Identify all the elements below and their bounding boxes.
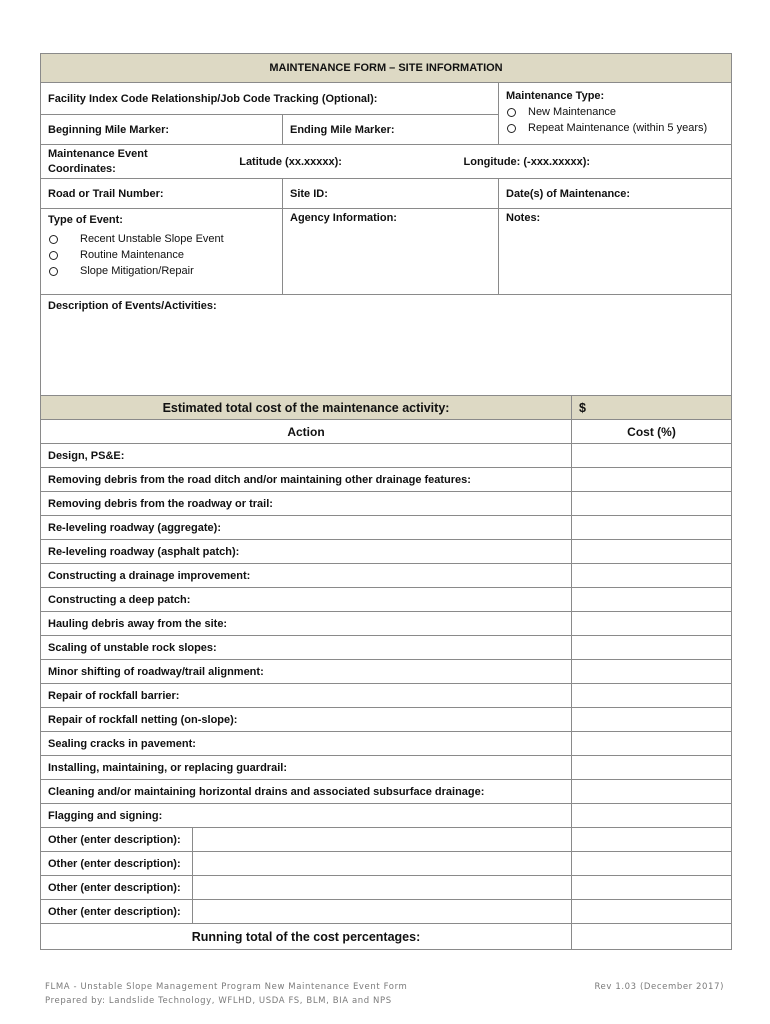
action-label: Re-leveling roadway (asphalt patch): (41, 540, 572, 564)
coordinates-label: Maintenance Event Coordinates: (48, 147, 148, 175)
action-label: Scaling of unstable rock slopes: (41, 636, 572, 660)
type-of-event-label: Type of Event: (48, 214, 123, 226)
radio-icon[interactable] (507, 124, 516, 133)
other-row-label: Other (enter description): (41, 876, 193, 900)
action-row (41, 588, 732, 612)
action-label: Hauling debris away from the site: (41, 612, 572, 636)
footer-left (45, 980, 407, 1008)
action-row (41, 444, 732, 468)
action-header: Action (41, 420, 572, 444)
cost-input[interactable] (572, 564, 732, 588)
action-row (41, 564, 732, 588)
cost-input[interactable] (572, 468, 732, 492)
event-option-mitigation[interactable]: Slope Mitigation/Repair (48, 265, 275, 277)
cost-input[interactable] (572, 540, 732, 564)
maintenance-form (40, 53, 732, 950)
cost-input[interactable] (572, 444, 732, 468)
site-id-field[interactable]: Site ID: (283, 179, 499, 209)
dates-of-maintenance-field[interactable]: Date(s) of Maintenance: (499, 179, 732, 209)
action-row (41, 756, 732, 780)
action-row (41, 540, 732, 564)
action-label: Repair of rockfall netting (on-slope): (41, 708, 572, 732)
action-row (41, 516, 732, 540)
action-row (41, 660, 732, 684)
coordinates-row (41, 145, 732, 179)
latitude-field[interactable]: Latitude (xx.xxxxx): (239, 155, 342, 168)
type-of-event-field (41, 209, 283, 295)
description-field[interactable]: Description of Events/Activities: (41, 295, 732, 396)
facility-index-field[interactable]: Facility Index Code Relationship/Job Code Tracking (Optional): (41, 83, 499, 115)
action-label: Installing, maintaining, or replacing guardrail: (41, 756, 572, 780)
cost-input[interactable] (572, 828, 732, 852)
footer-prepared-by: Prepared by: Landslide Technology, WFLHD, USDA FS, BLM, BIA and NPS (45, 996, 392, 1006)
cost-input[interactable] (572, 612, 732, 636)
action-label: Re-leveling roadway (aggregate): (41, 516, 572, 540)
event-option-recent[interactable]: Recent Unstable Slope Event (48, 233, 275, 245)
radio-icon[interactable] (49, 235, 58, 244)
other-row-label: Other (enter description): (41, 900, 193, 924)
radio-icon[interactable] (507, 108, 516, 117)
cost-input[interactable] (572, 876, 732, 900)
cost-input[interactable] (572, 708, 732, 732)
action-row (41, 732, 732, 756)
cost-header: Cost (%) (572, 420, 732, 444)
action-label: Sealing cracks in pavement: (41, 732, 572, 756)
action-row (41, 636, 732, 660)
maintenance-type-new-option[interactable]: New Maintenance (506, 106, 724, 118)
other-description-input[interactable] (193, 876, 572, 900)
notes-field[interactable]: Notes: (499, 209, 732, 295)
cost-input[interactable] (572, 588, 732, 612)
cost-input[interactable] (572, 780, 732, 804)
action-label: Flagging and signing: (41, 804, 572, 828)
action-label: Design, PS&E: (41, 444, 572, 468)
event-option-routine[interactable]: Routine Maintenance (48, 249, 275, 261)
action-row (41, 492, 732, 516)
estimated-cost-field[interactable]: $ (572, 396, 732, 420)
other-row-label: Other (enter description): (41, 828, 193, 852)
maintenance-type-label: Maintenance Type: (506, 90, 605, 102)
action-label: Constructing a deep patch: (41, 588, 572, 612)
action-label: Repair of rockfall barrier: (41, 684, 572, 708)
radio-icon[interactable] (49, 267, 58, 276)
maintenance-type-field (499, 83, 732, 145)
longitude-field[interactable]: Longitude: (-xxx.xxxxx): (463, 155, 591, 168)
maintenance-type-repeat-option[interactable]: Repeat Maintenance (within 5 years) (506, 122, 724, 134)
action-label: Constructing a drainage improvement: (41, 564, 572, 588)
cost-input[interactable] (572, 852, 732, 876)
cost-input[interactable] (572, 636, 732, 660)
estimated-cost-label: Estimated total cost of the maintenance activity: (41, 396, 572, 420)
beginning-mile-marker-field[interactable]: Beginning Mile Marker: (41, 115, 283, 145)
cost-input[interactable] (572, 492, 732, 516)
action-label: Removing debris from the roadway or trail: (41, 492, 572, 516)
action-label: Minor shifting of roadway/trail alignment: (41, 660, 572, 684)
road-trail-number-field[interactable]: Road or Trail Number: (41, 179, 283, 209)
running-total-field[interactable] (572, 924, 732, 950)
cost-input[interactable] (572, 516, 732, 540)
action-row (41, 684, 732, 708)
radio-icon[interactable] (49, 251, 58, 260)
action-rows (41, 444, 732, 828)
action-row (41, 612, 732, 636)
cost-input[interactable] (572, 684, 732, 708)
cost-input[interactable] (572, 756, 732, 780)
ending-mile-marker-field[interactable]: Ending Mile Marker: (283, 115, 499, 145)
other-description-input[interactable] (193, 852, 572, 876)
footer-form-name: FLMA - Unstable Slope Management Program New Maintenance Event Form (45, 982, 408, 992)
running-total-label: Running total of the cost percentages: (41, 924, 572, 950)
action-label: Cleaning and/or maintaining horizontal drains and associated subsurface drainage: (41, 780, 572, 804)
form-title: MAINTENANCE FORM – SITE INFORMATION (41, 54, 732, 83)
action-row (41, 468, 732, 492)
cost-input[interactable] (572, 732, 732, 756)
action-label: Removing debris from the road ditch and/or maintaining other drainage features: (41, 468, 572, 492)
action-row (41, 708, 732, 732)
cost-input[interactable] (572, 660, 732, 684)
other-description-input[interactable] (193, 900, 572, 924)
other-row-label: Other (enter description): (41, 852, 193, 876)
other-description-input[interactable] (193, 828, 572, 852)
agency-information-field[interactable]: Agency Information: (283, 209, 499, 295)
action-row (41, 804, 732, 828)
action-row (41, 780, 732, 804)
cost-input[interactable] (572, 900, 732, 924)
footer-revision: Rev 1.03 (December 2017) (594, 982, 724, 992)
cost-input[interactable] (572, 804, 732, 828)
